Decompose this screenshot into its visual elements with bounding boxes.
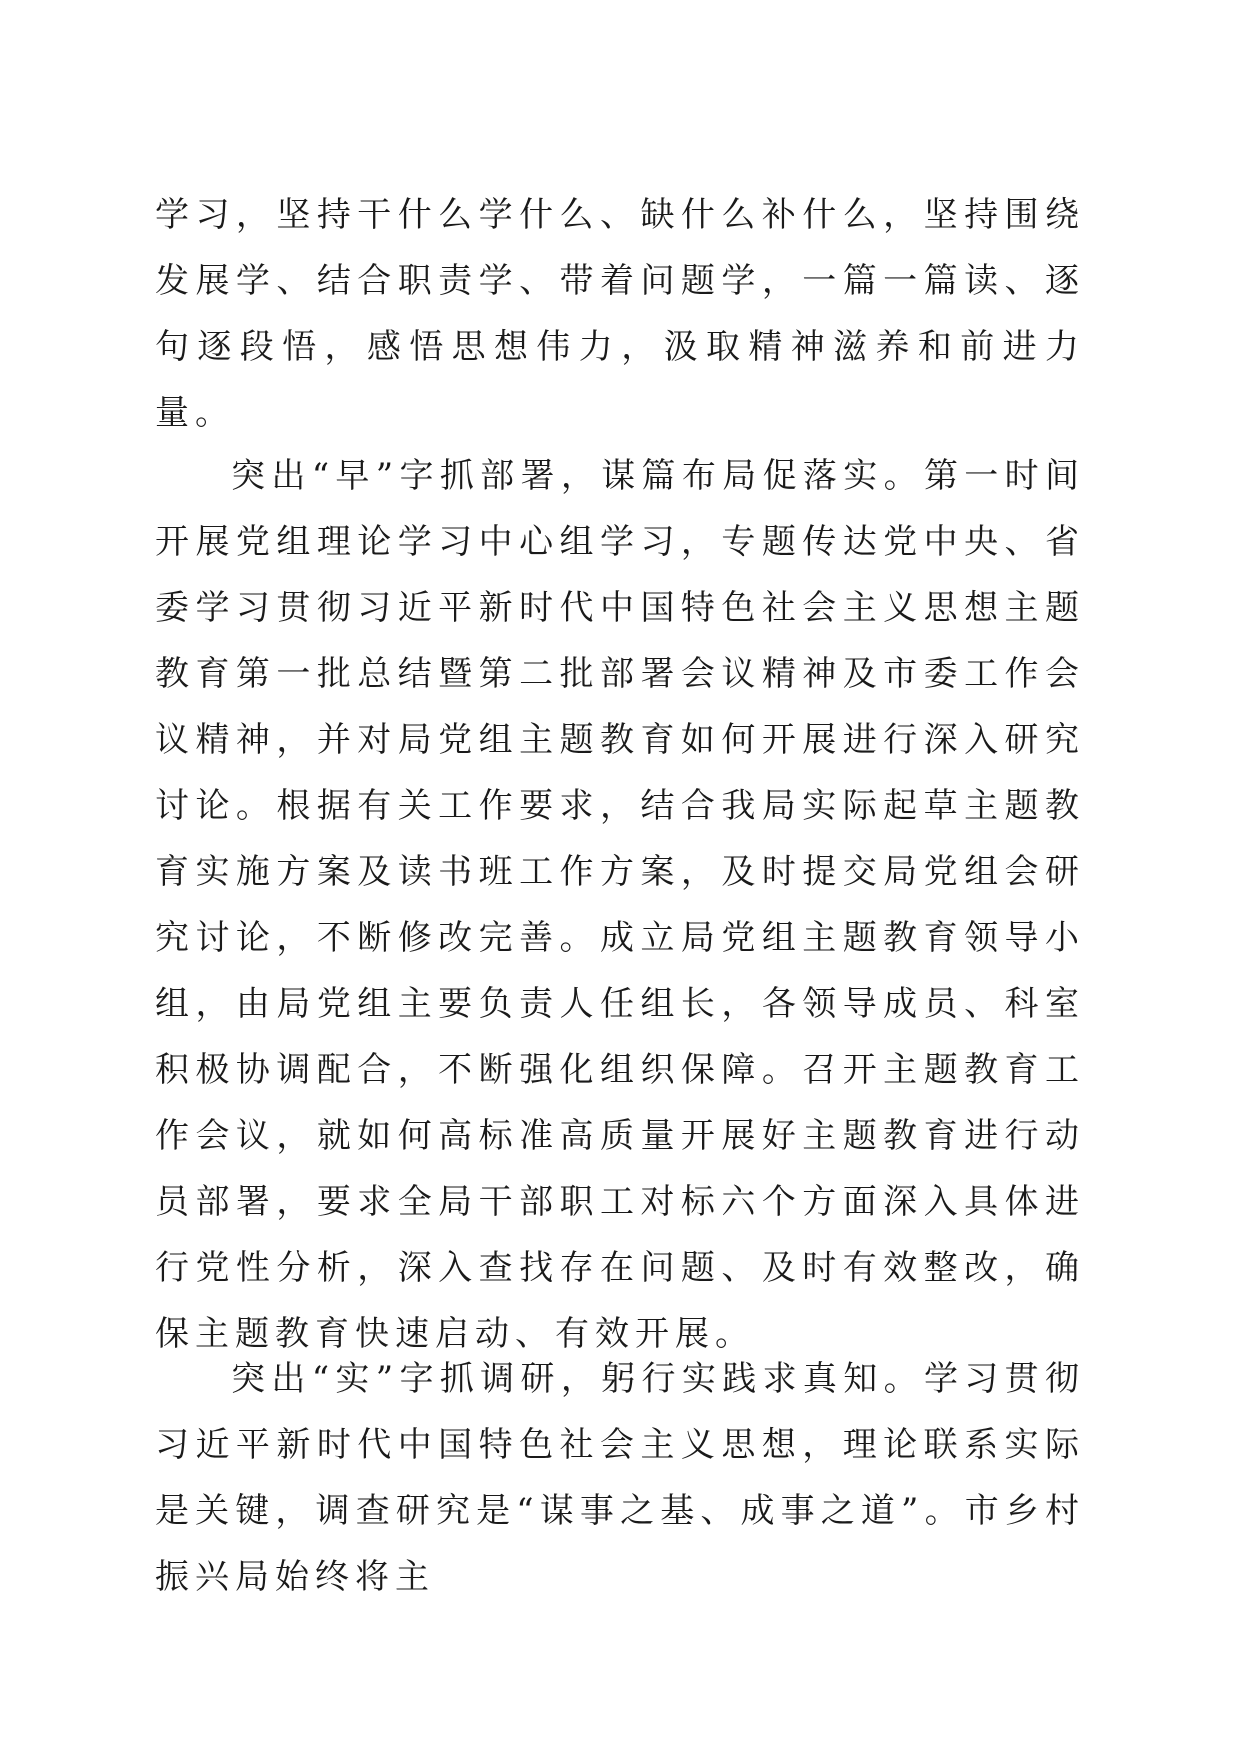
paragraph-continued: 学习，坚持干什么学什么、缺什么补什么，坚持围绕发展学、结合职责学、带着问题学，一篇一篇读、逐句逐段悟，感悟思想伟力，汲取精神滋养和前进力量。 xyxy=(155,195,1085,433)
paragraph-research: 突出“实”字抓调研，躬行实践求真知。学习贯彻习近平新时代中国特色社会主义思想，理论联系实际是关键，调查研究是“谋事之基、成事之道”。市乡村振兴局始终将主 xyxy=(155,1359,1085,1597)
paragraph-deployment: 突出“早”字抓部署，谋篇布局促落实。第一时间开展党组理论学习中心组学习，专题传达党中央、省委学习贯彻习近平新时代中国特色社会主义思想主题教育第一批总结暨第二批部署会议精神及市委工作会议精神，并对局党组主题教育如何开展进行深入研究讨论。根据有关工作要求，结合我局实际起草主题教育实施方案及读书班工作方案，及时提交局党组会研究讨论，不断修改完善。成立局党组主题教育领导小组，由局党组主要负责人任组长，各领导成员、科室积极协调配合，不断强化组织保障。召开主题教育工作会议，就如何高标准高质量开展好主题教育进行动员部署，要求全局干部职工对标六个方面深入具体进行党性分析，深入查找存在问题、及时有效整改，确保主题教育快速启动、有效开展。 xyxy=(155,456,1085,1354)
